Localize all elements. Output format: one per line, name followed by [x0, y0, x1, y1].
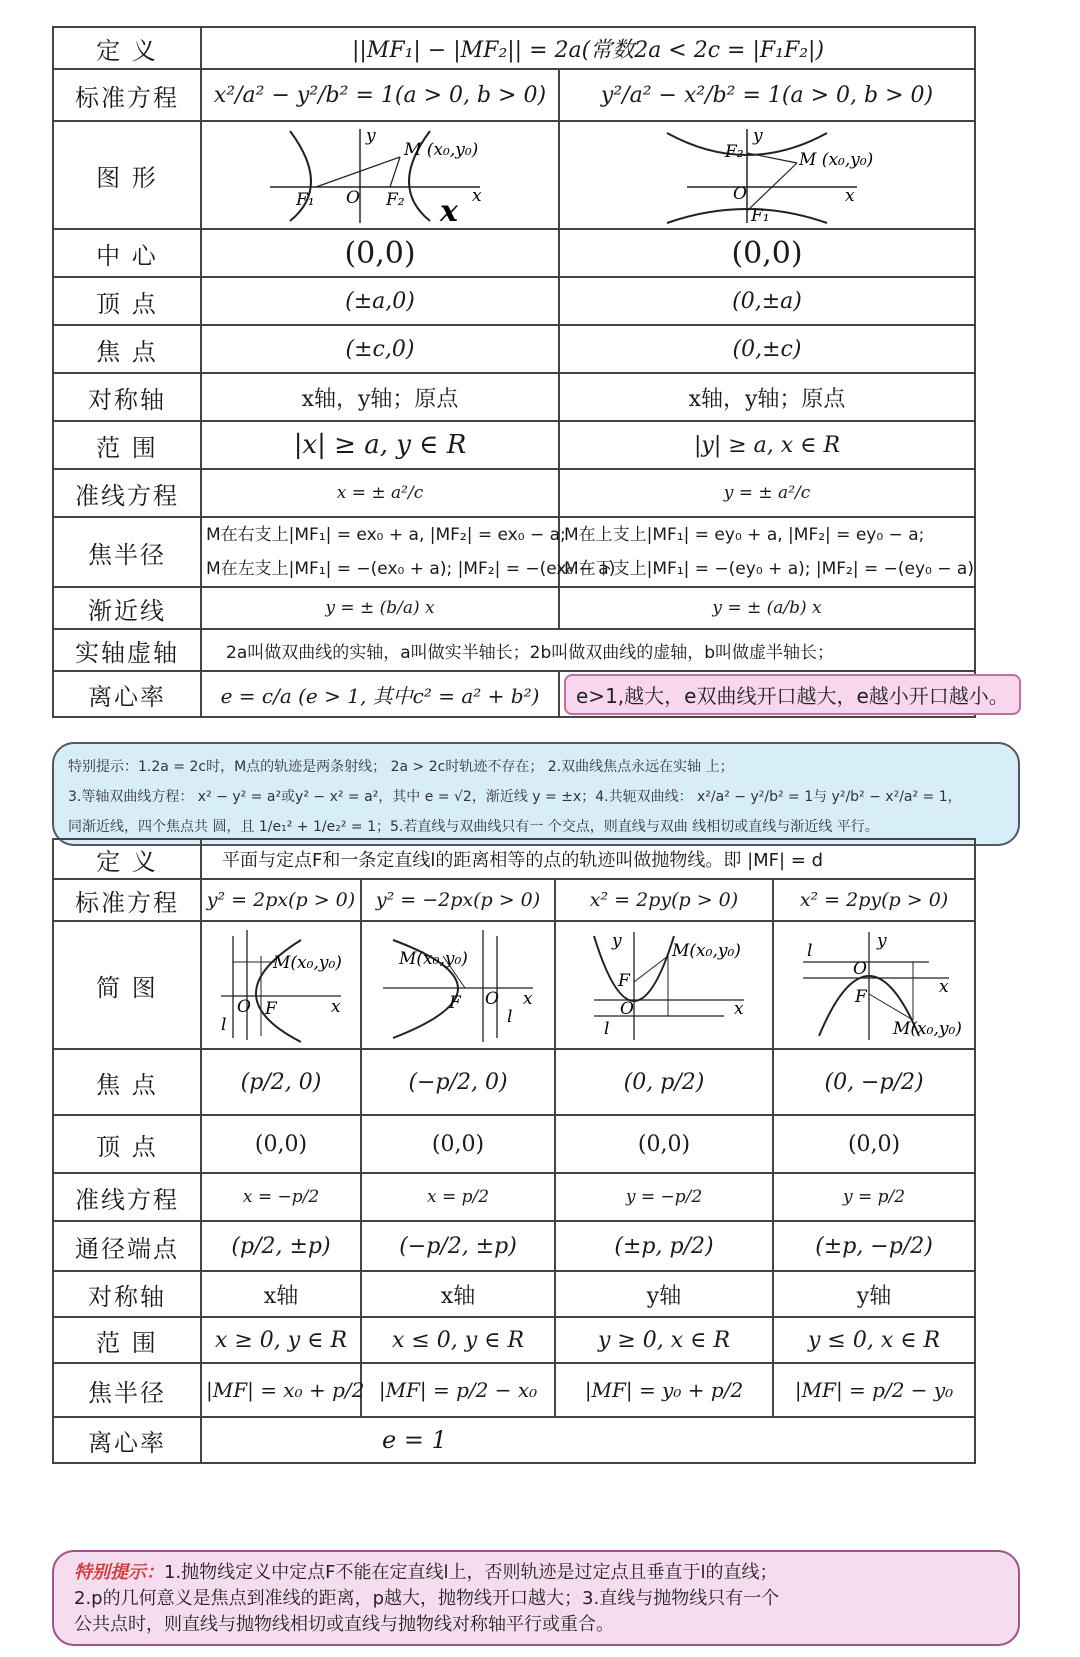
tip-line	[74, 1560, 998, 1586]
focal-radius-line: M在下支上|MF₁| = −(ey₀ + a); |MF₂| = −(ey₀ − a)	[564, 559, 974, 579]
table-row	[53, 325, 975, 373]
parabola-graph-down	[773, 921, 975, 1049]
svg-text:M(x₀,y₀): M(x₀,y₀)	[672, 941, 741, 961]
table-row	[53, 69, 975, 121]
row-label: 范 围	[53, 1317, 201, 1363]
svg-text:x: x	[845, 186, 855, 206]
svg-text:O: O	[733, 184, 747, 204]
svg-text:M (x₀,y₀): M (x₀,y₀)	[404, 140, 479, 160]
range-value: |y| ≥ a, x ∈ R	[559, 421, 975, 469]
focus-cell: (0, p/2)	[555, 1049, 773, 1115]
parabola-graph-up	[555, 921, 773, 1049]
eccentricity-value: e = c/a (e > 1, 其中c² = a² + b²)	[201, 671, 559, 717]
table-row	[53, 587, 975, 629]
latus-rectum-cell: (±p, −p/2)	[773, 1221, 975, 1271]
row-label: 离心率	[53, 1417, 201, 1463]
row-label: 标准方程	[53, 69, 201, 121]
svg-text:O: O	[620, 999, 634, 1019]
row-label: 图 形	[53, 121, 201, 229]
focal-radius-cell: |MF| = y₀ + p/2	[555, 1363, 773, 1417]
svg-text:y: y	[612, 931, 622, 951]
svg-text:O: O	[346, 188, 360, 208]
hyperbola-horizontal-icon	[260, 125, 500, 229]
table-row	[53, 1115, 975, 1173]
equation-cell: x² = 2py(p > 0)	[555, 879, 773, 921]
table-row	[53, 121, 975, 229]
row-label: 顶 点	[53, 1115, 201, 1173]
parabola-graph-left	[361, 921, 555, 1049]
directrix-cell: x = −p/2	[201, 1173, 361, 1221]
table-row	[53, 421, 975, 469]
table-row	[53, 1317, 975, 1363]
svg-text:F₁: F₁	[296, 190, 315, 210]
table-row	[53, 469, 975, 517]
row-label: 焦半径	[53, 1363, 201, 1417]
focal-radius-cell: |MF| = p/2 − y₀	[773, 1363, 975, 1417]
axes-description: 2a叫做双曲线的实轴，a叫做实半轴长；2b叫做双曲线的虚轴，b叫做虚半轴长；	[201, 629, 975, 671]
equation-cell: y² = −2px(p > 0)	[361, 879, 555, 921]
asymptote-value: y = ± (a/b) x	[559, 587, 975, 629]
tip-line: 2.p的几何意义是焦点到准线的距离，p越大，抛物线开口越大；3.直线与抛物线只有一个	[74, 1588, 780, 1609]
svg-text:x: x	[472, 186, 482, 206]
hyperbola-graph-vertical	[559, 121, 975, 229]
focus-value: (±c,0)	[201, 325, 559, 373]
svg-text:x: x	[331, 997, 341, 1017]
parabola-left-icon	[373, 926, 543, 1044]
center-value: (0,0)	[559, 229, 975, 277]
hyperbola-graph-horizontal	[201, 121, 559, 229]
svg-text:F₂: F₂	[725, 142, 744, 162]
row-label: 焦 点	[53, 325, 201, 373]
parabola-table	[52, 838, 976, 1464]
hyperbola-table	[52, 26, 1009, 718]
row-label: 定 义	[53, 839, 201, 879]
table-row	[53, 1049, 975, 1115]
range-value: |x| ≥ a, y ∈ R	[201, 421, 559, 469]
focal-radius-cell: |MF| = x₀ + p/2	[201, 1363, 361, 1417]
parabola-right-icon	[211, 926, 351, 1044]
hyperbola-tip-box	[52, 742, 1020, 846]
table-row	[53, 517, 975, 587]
directrix-value: y = ± a²/c	[559, 469, 975, 517]
svg-text:O: O	[485, 989, 499, 1009]
svg-text:F: F	[855, 987, 867, 1007]
tip-line: 3.等轴双曲线方程： x² − y² = a²或y² − x² = a²，其中 e = √2，渐近线 y = ±x；4.共轭双曲线： x²/a² − y²/b² = 1与 y²/b² − x²/a² = 1，	[68, 789, 962, 805]
vertex-value: (±a,0)	[201, 277, 559, 325]
parabola-down-icon	[789, 926, 962, 1044]
svg-text:x: x	[523, 989, 533, 1009]
directrix-cell: y = −p/2	[555, 1173, 773, 1221]
range-cell: x ≤ 0, y ∈ R	[361, 1317, 555, 1363]
svg-text:F: F	[618, 971, 630, 991]
table-row	[53, 373, 975, 421]
row-label: 对称轴	[53, 373, 201, 421]
parabola-eccentricity: e = 1	[201, 1417, 975, 1463]
axis-cell: y轴	[773, 1271, 975, 1317]
vertex-cell: (0,0)	[361, 1115, 555, 1173]
focus-cell: (0, −p/2)	[773, 1049, 975, 1115]
vertex-cell: (0,0)	[201, 1115, 361, 1173]
equation-cell: x² = 2py(p > 0)	[773, 879, 975, 921]
range-cell: y ≤ 0, x ∈ R	[773, 1317, 975, 1363]
svg-text:M (x₀,y₀): M (x₀,y₀)	[799, 150, 874, 170]
focal-radius-line: M在左支上|MF₁| = −(ex₀ + a); |MF₂| = −(ex₀ − a)	[206, 559, 616, 579]
table-row	[53, 277, 975, 325]
equation-cell: y² = 2px(p > 0)	[201, 879, 361, 921]
vertex-cell: (0,0)	[773, 1115, 975, 1173]
table-row	[53, 27, 975, 69]
focus-cell: (−p/2, 0)	[361, 1049, 555, 1115]
row-label: 渐近线	[53, 587, 201, 629]
definition-formula: ||MF₁| − |MF₂|| = 2a(常数2a < 2c = |F₁F₂|)	[201, 27, 975, 69]
table-row	[53, 1271, 975, 1317]
axis-cell: x轴	[201, 1271, 361, 1317]
svg-text:M(x₀,y₀): M(x₀,y₀)	[893, 1019, 962, 1039]
row-label: 实轴虚轴	[53, 629, 201, 671]
table-row	[53, 1173, 975, 1221]
row-label: 中 心	[53, 229, 201, 277]
svg-text:F₂: F₂	[386, 190, 405, 210]
svg-text:y: y	[753, 126, 763, 146]
axis-value: x轴，y轴；原点	[559, 373, 975, 421]
table-row	[53, 629, 975, 671]
table-row	[53, 879, 975, 921]
vertex-cell: (0,0)	[555, 1115, 773, 1173]
tip-title: 特别提示：	[74, 1562, 164, 1583]
tip-line: 公共点时，则直线与抛物线相切或直线与抛物线对称轴平行或重合。	[74, 1614, 614, 1635]
svg-text:l: l	[807, 941, 813, 961]
parabola-tip-box	[52, 1550, 1020, 1646]
axis-cell: x轴	[361, 1271, 555, 1317]
row-label: 范 围	[53, 421, 201, 469]
table-row	[53, 671, 975, 717]
center-value: (0,0)	[201, 229, 559, 277]
row-label: 顶 点	[53, 277, 201, 325]
latus-rectum-cell: (±p, p/2)	[555, 1221, 773, 1271]
row-label: 准线方程	[53, 1173, 201, 1221]
standard-equation-y: y²/a² − x²/b² = 1(a > 0, b > 0)	[559, 69, 975, 121]
focus-value: (0,±c)	[559, 325, 975, 373]
table-row	[53, 229, 975, 277]
table-row	[53, 1417, 975, 1463]
row-label: 定 义	[53, 27, 201, 69]
range-cell: x ≥ 0, y ∈ R	[201, 1317, 361, 1363]
row-label: 标准方程	[53, 879, 201, 921]
svg-text:y: y	[366, 126, 376, 146]
svg-text:y: y	[877, 931, 887, 951]
eccentricity-highlight: e>1,越大，e双曲线开口越大，e越小开口越小。	[564, 674, 1021, 715]
tip-line: 同渐近线，四个焦点共 圆，且 1/e₁² + 1/e₂² = 1；5.若直线与双曲线只有一 个交点，则直线与双曲 线相切或直线与渐近线 平行。	[68, 819, 879, 835]
table-row	[53, 839, 975, 879]
focal-radius-right	[559, 517, 975, 587]
svg-text:M(x₀,y₀): M(x₀,y₀)	[399, 949, 468, 969]
svg-text:x: x	[734, 999, 744, 1019]
row-label: 通径端点	[53, 1221, 201, 1271]
directrix-cell: x = p/2	[361, 1173, 555, 1221]
focus-cell: (p/2, 0)	[201, 1049, 361, 1115]
table-row	[53, 1221, 975, 1271]
eccentricity-note-cell	[559, 671, 1009, 717]
directrix-cell: y = p/2	[773, 1173, 975, 1221]
row-label: 焦 点	[53, 1049, 201, 1115]
row-label: 焦半径	[53, 517, 201, 587]
hyperbola-vertical-icon	[647, 125, 887, 225]
row-label: 简 图	[53, 921, 201, 1049]
axis-value: x轴，y轴；原点	[201, 373, 559, 421]
focal-radius-line: M在上支上|MF₁| = ey₀ + a, |MF₂| = ey₀ − a;	[564, 525, 925, 545]
tip-line: 特别提示：1.2a = 2c时，M点的轨迹是两条射线； 2a > 2c时轨迹不存在； 2.双曲线焦点永远在实轴 上；	[68, 759, 734, 775]
parabola-up-icon	[574, 926, 754, 1044]
parabola-graph-right	[201, 921, 361, 1049]
directrix-value: x = ± a²/c	[201, 469, 559, 517]
svg-text:M(x₀,y₀): M(x₀,y₀)	[273, 953, 342, 973]
range-cell: y ≥ 0, x ∈ R	[555, 1317, 773, 1363]
row-label: 准线方程	[53, 469, 201, 517]
table-row	[53, 1363, 975, 1417]
row-label: 对称轴	[53, 1271, 201, 1317]
focal-radius-left	[201, 517, 616, 587]
svg-text:F₁: F₁	[751, 206, 770, 226]
svg-text:O: O	[853, 959, 867, 979]
svg-text:F: F	[265, 999, 277, 1019]
svg-text:l: l	[221, 1015, 227, 1035]
standard-equation-x: x²/a² − y²/b² = 1(a > 0, b > 0)	[201, 69, 559, 121]
axis-cell: y轴	[555, 1271, 773, 1317]
svg-text:O: O	[237, 997, 251, 1017]
svg-text:l: l	[507, 1007, 513, 1027]
svg-text:l: l	[604, 1019, 610, 1039]
table-row	[53, 921, 975, 1049]
focal-radius-line: M在右支上|MF₁| = ex₀ + a, |MF₂| = ex₀ − a;	[206, 525, 566, 545]
svg-text:x: x	[440, 194, 458, 229]
row-label: 离心率	[53, 671, 201, 717]
latus-rectum-cell: (−p/2, ±p)	[361, 1221, 555, 1271]
tip-text: 1.抛物线定义中定点F不能在定直线l上，否则轨迹是过定点且垂直于l的直线；	[164, 1562, 778, 1583]
asymptote-value: y = ± (b/a) x	[201, 587, 559, 629]
svg-text:F: F	[449, 993, 461, 1013]
parabola-definition: 平面与定点F和一条定直线l的距离相等的点的轨迹叫做抛物线。即 |MF| = d	[201, 839, 975, 879]
vertex-value: (0,±a)	[559, 277, 975, 325]
latus-rectum-cell: (p/2, ±p)	[201, 1221, 361, 1271]
focal-radius-cell: |MF| = p/2 − x₀	[361, 1363, 555, 1417]
svg-text:x: x	[939, 977, 949, 997]
